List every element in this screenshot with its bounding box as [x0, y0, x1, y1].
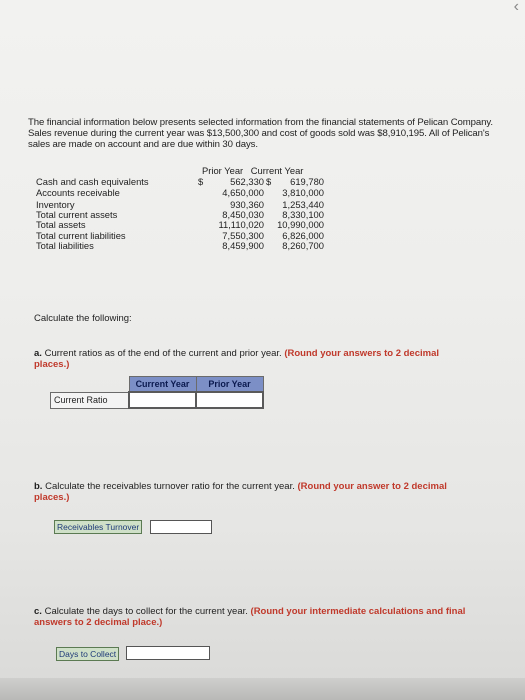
fin-row-prior-value: 8,450,030 [222, 209, 264, 220]
fin-row-label: Cash and cash equivalents [36, 176, 149, 187]
current-ratio-table [50, 376, 264, 409]
fin-row-prior-value: 4,650,000 [222, 186, 264, 198]
question-b-note: (Round your answer to 2 decimal places.) [34, 481, 447, 503]
fin-row-current-value: 10,990,000 [277, 219, 324, 230]
fin-row-prior-value: 930,360 [230, 198, 264, 210]
fin-row-prior-value: 7,550,300 [222, 229, 264, 241]
fin-row-prior-value: 8,459,900 [222, 239, 264, 251]
fin-row-label: Accounts receivable [36, 186, 120, 198]
fin-row-prior-value: 562,330 [230, 176, 264, 187]
fin-row-current-value: 1,253,440 [282, 198, 324, 210]
fin-row-label: Total current liabilities [36, 229, 126, 241]
current-ratio-current-input[interactable] [129, 392, 196, 408]
current-ratio-prior-input[interactable] [196, 392, 263, 408]
chevron-left-icon[interactable]: ‹ [513, 0, 519, 15]
question-a-text: Current ratios as of the end of the current and prior year. [44, 348, 282, 359]
fin-row-label: Inventory [36, 198, 75, 210]
question-b-text: Calculate the receivables turnover ratio for the current year. [45, 481, 295, 492]
question-b-letter: b. [34, 481, 43, 492]
fin-row-current-value: 3,810,000 [282, 186, 324, 198]
days-to-collect-label: Days to Collect [56, 647, 119, 661]
question-a [34, 348, 474, 370]
question-c-text: Calculate the days to collect for the current year. [44, 606, 248, 617]
col-prior-year: Prior Year [196, 377, 263, 393]
intro-text: The financial information below presents selected information from the financial statements of Pelican Company. Sales revenue during the current year was $13,500,300 and cost of goods sold was $8,910,195. All of Pelican's sales are made on account and are due within 30 days. [28, 117, 493, 150]
fin-row-current-value: 619,780 [290, 176, 324, 187]
bottom-bar [0, 678, 525, 700]
question-c-letter: c. [34, 606, 42, 617]
question-b [34, 481, 464, 503]
fin-row-current-dollar: $ [266, 176, 272, 187]
calculate-label: Calculate the following: [34, 313, 132, 324]
header-prior-year: Prior Year [202, 165, 244, 176]
fin-row-label: Total liabilities [36, 239, 94, 251]
fin-row-current-value: 8,260,700 [282, 239, 324, 251]
fin-row-current-value: 8,330,100 [282, 209, 324, 220]
header-current-year: Current Year [250, 165, 304, 176]
blank-header-cell [51, 377, 130, 393]
question-a-letter: a. [34, 348, 42, 359]
col-current-year: Current Year [129, 377, 196, 393]
fin-row-label: Total assets [36, 219, 86, 230]
question-c-note: (Round your intermediate calculations and final answers to 2 decimal place.) [34, 606, 466, 628]
fin-row-current-value: 6,826,000 [282, 229, 324, 241]
receivables-turnover-input[interactable] [150, 520, 212, 534]
fin-header [202, 166, 303, 176]
days-to-collect-input[interactable] [126, 646, 210, 660]
question-a-note: (Round your answers to 2 decimal places.) [34, 348, 439, 370]
fin-row-prior-dollar: $ [198, 176, 204, 187]
receivables-turnover-label: Receivables Turnover [54, 520, 142, 534]
fin-row-prior-value: 11,110,020 [218, 219, 264, 230]
fin-row-label: Total current assets [36, 209, 118, 220]
question-c [34, 606, 474, 628]
current-ratio-label: Current Ratio [51, 392, 130, 408]
